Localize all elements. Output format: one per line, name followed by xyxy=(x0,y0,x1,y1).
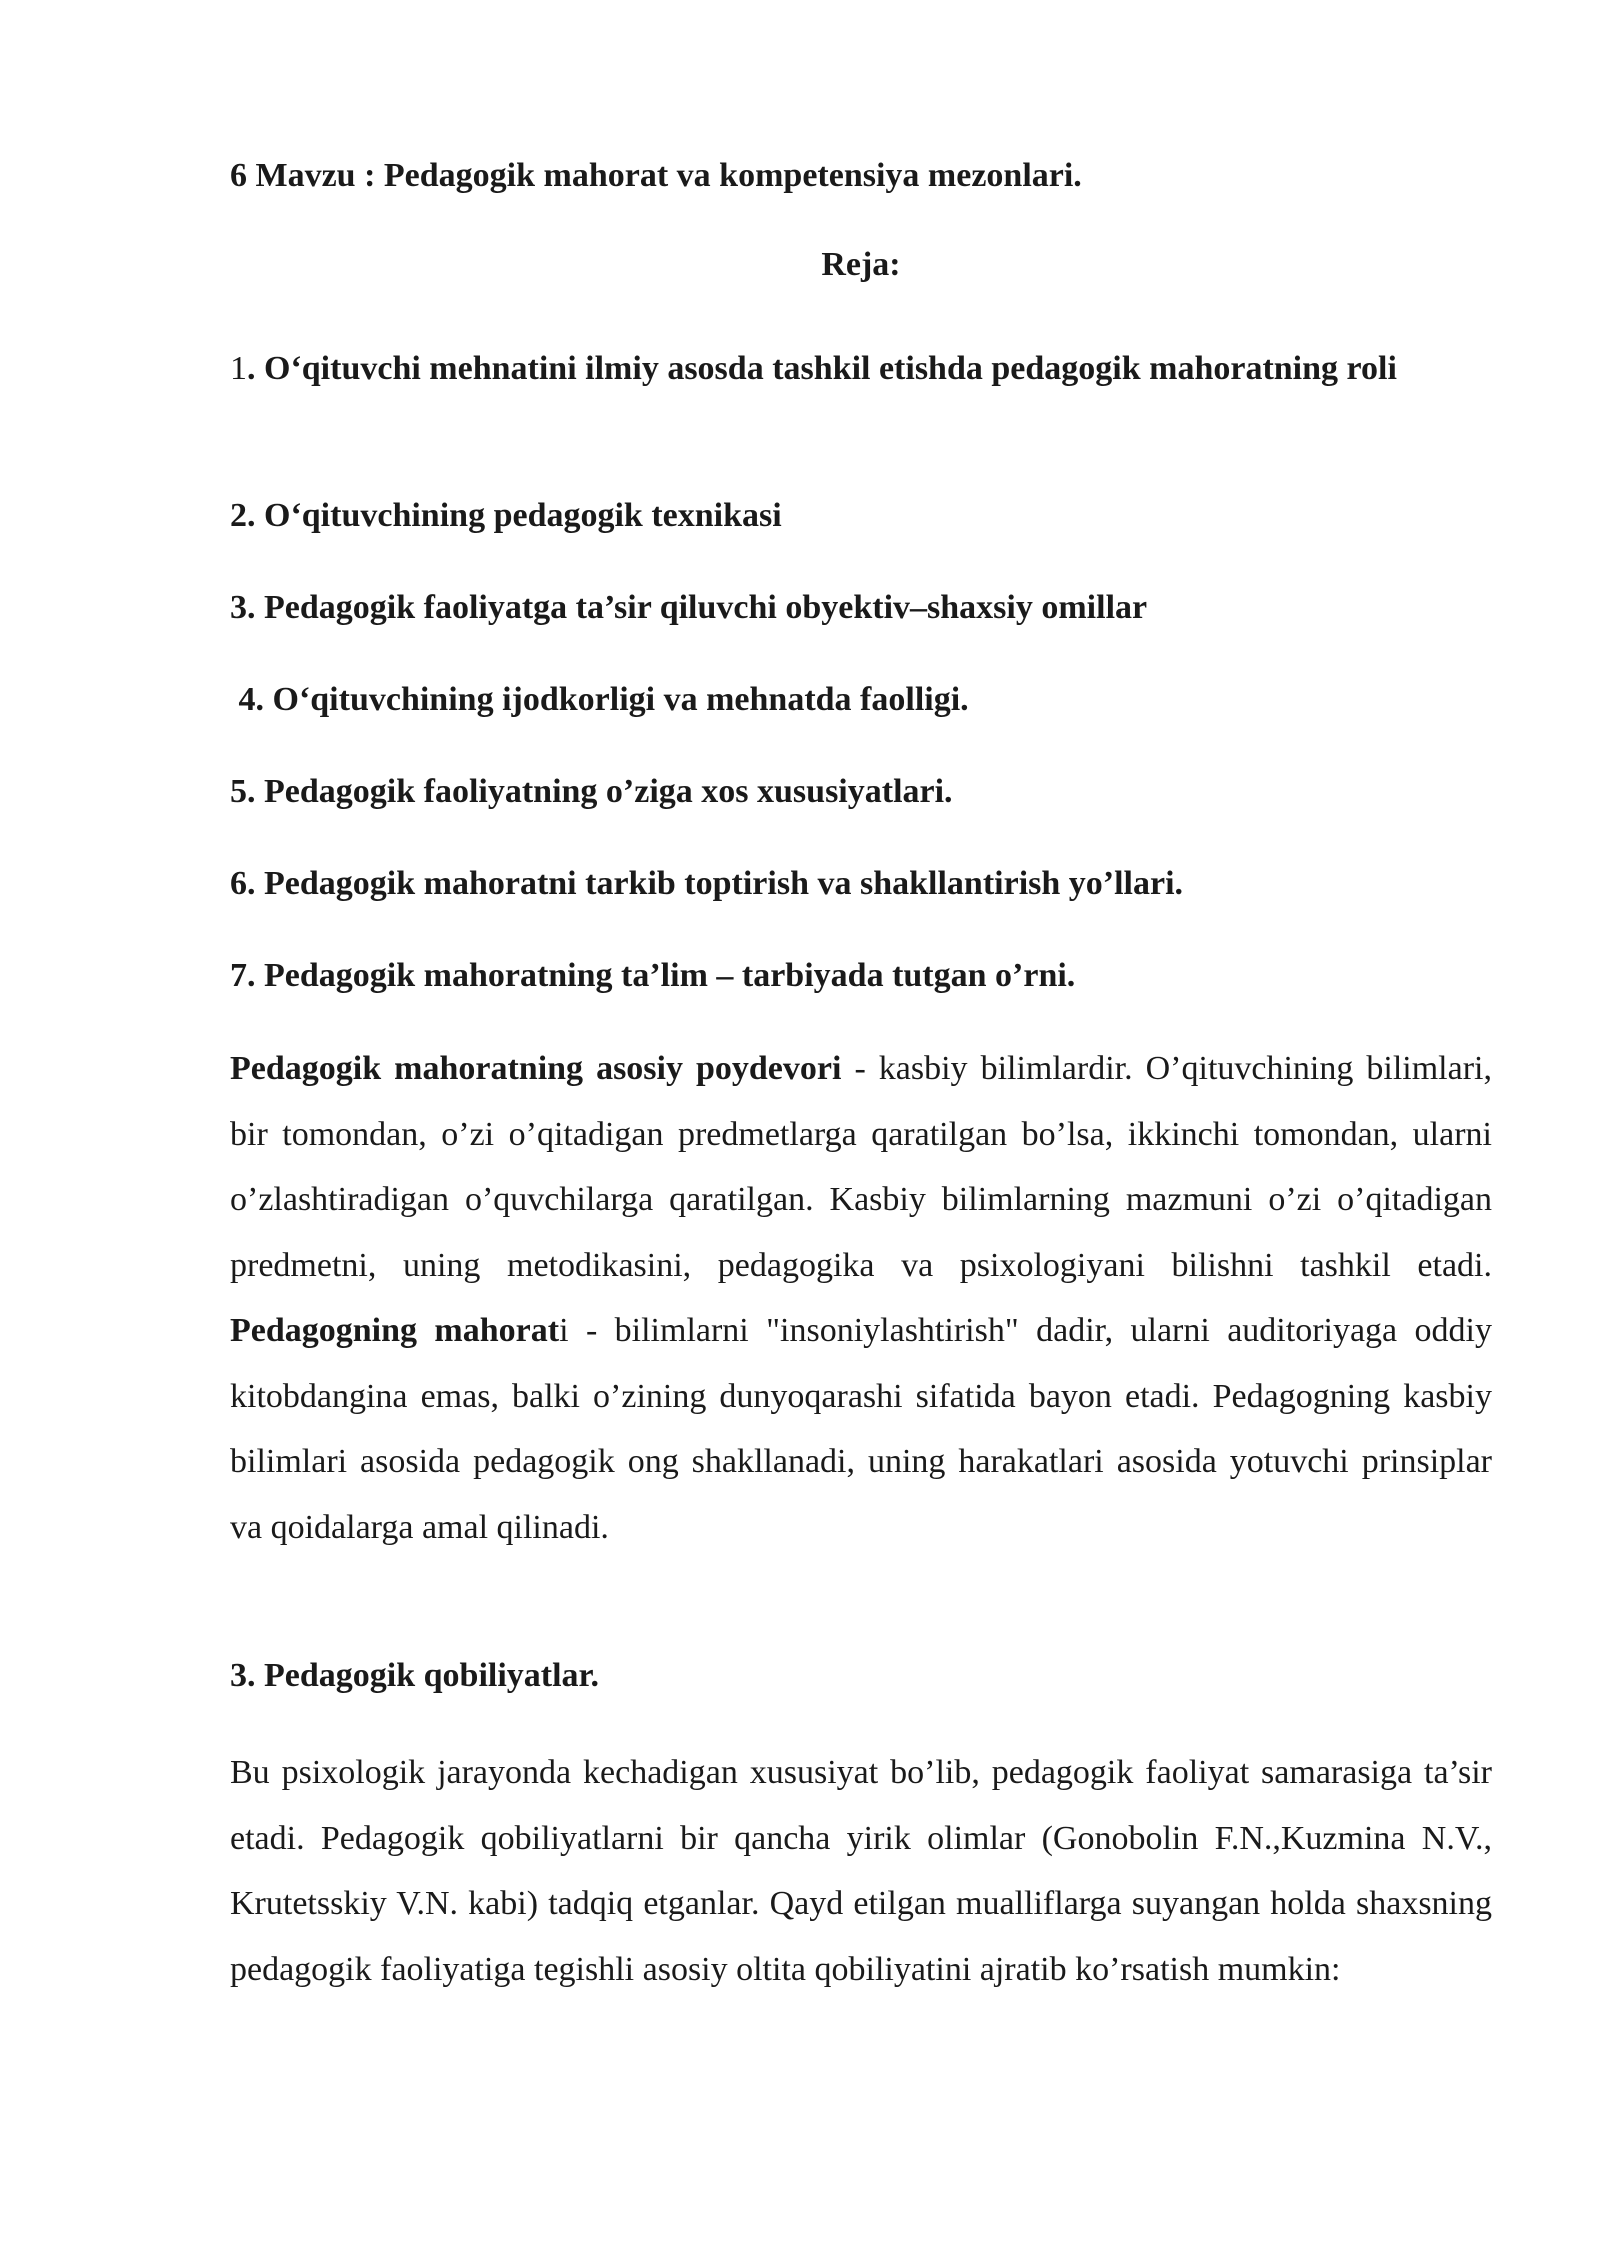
plan-item-1-text: . O‘qituvchi mehnatini ilmiy asosda tashkil etishda pedagogik mahoratning roli xyxy=(247,350,1397,387)
paragraph1-bold-mid: Pedagogning mahorat xyxy=(230,1312,560,1349)
topic-title: 6 Mavzu : Pedagogik mahorat va kompetensiya mezonlari. xyxy=(230,157,1082,194)
paragraph1-text-a: - kasbiy bilimlardir. O’qituvchining bilimlari, bir tomondan, o’zi o’qitadigan predmetlarga qaratilgan bo’lsa, ikkinchi tomondan, ularni o’zlashtiradigan o’quvchilarga qaratilgan. Kasbiy bilimlarning mazmuni o’zi o’qitadigan predmetni, uning metodikasini, pedagogika va psixologiyani bilishni tashkil etadi. xyxy=(230,1050,1492,1284)
plan-item-7: 7. Pedagogik mahoratning ta’lim – tarbiyada tutgan o’rni. xyxy=(230,957,1076,994)
paragraph1-text-b: i - bilimlarni "insoniylashtirish" dadir, ularni auditoriyaga oddiy kitobdangina emas, balki o’zining dunyoqarashi sifatida bayon etadi. Pedagogning kasbiy bilimlari asosida pedagogik ong shakllanadi, uning harakatlari asosida yotuvchi prinsiplar va qoidalarga amal qilinadi. xyxy=(230,1312,1492,1546)
plan-heading-text: Reja: xyxy=(821,246,901,283)
plan-item-6: 6. Pedagogik mahoratni tarkib toptirish va shakllantirish yo’llari. xyxy=(230,865,1184,902)
plan-item-5: 5. Pedagogik faoliyatning o’ziga xos xususiyatlari. xyxy=(230,773,953,810)
paragraph-pedagogical-abilities: Bu psixologik jarayonda kechadigan xususiyat bo’lib, pedagogik faoliyat samarasiga ta’sir etadi. Pedagogik qobiliyatlarni bir qancha yirik olimlar (Gonobolin F.N.,Kuzmina N.V., Krutetsskiy V.N. kabi) tadqiq etganlar. Qayd etilgan mualliflarga suyangan holda shaxsning pedagogik faoliyatiga tegishli asosiy oltita qobiliyatini ajratib ko’rsatish mumkin: xyxy=(230,1754,1492,1988)
plan-heading xyxy=(230,246,1492,284)
plan-item-2: 2. O‘qituvchining pedagogik texnikasi xyxy=(230,497,782,534)
plan-item-3: 3. Pedagogik faoliyatga ta’sir qiluvchi obyektiv–shaxsiy omillar xyxy=(230,589,1148,626)
paragraph1-bold-lead: Pedagogik mahoratning asosiy poydevori xyxy=(230,1050,842,1087)
paragraph-professional-knowledge xyxy=(230,1036,1492,1560)
section-3-heading: 3. Pedagogik qobiliyatlar. xyxy=(230,1657,600,1694)
plan-item-4: 4. O‘qituvchining ijodkorligi va mehnatda faolligi. xyxy=(230,681,969,718)
plan-item-1-number: 1 xyxy=(230,350,247,387)
plan-item-1 xyxy=(230,336,1492,402)
